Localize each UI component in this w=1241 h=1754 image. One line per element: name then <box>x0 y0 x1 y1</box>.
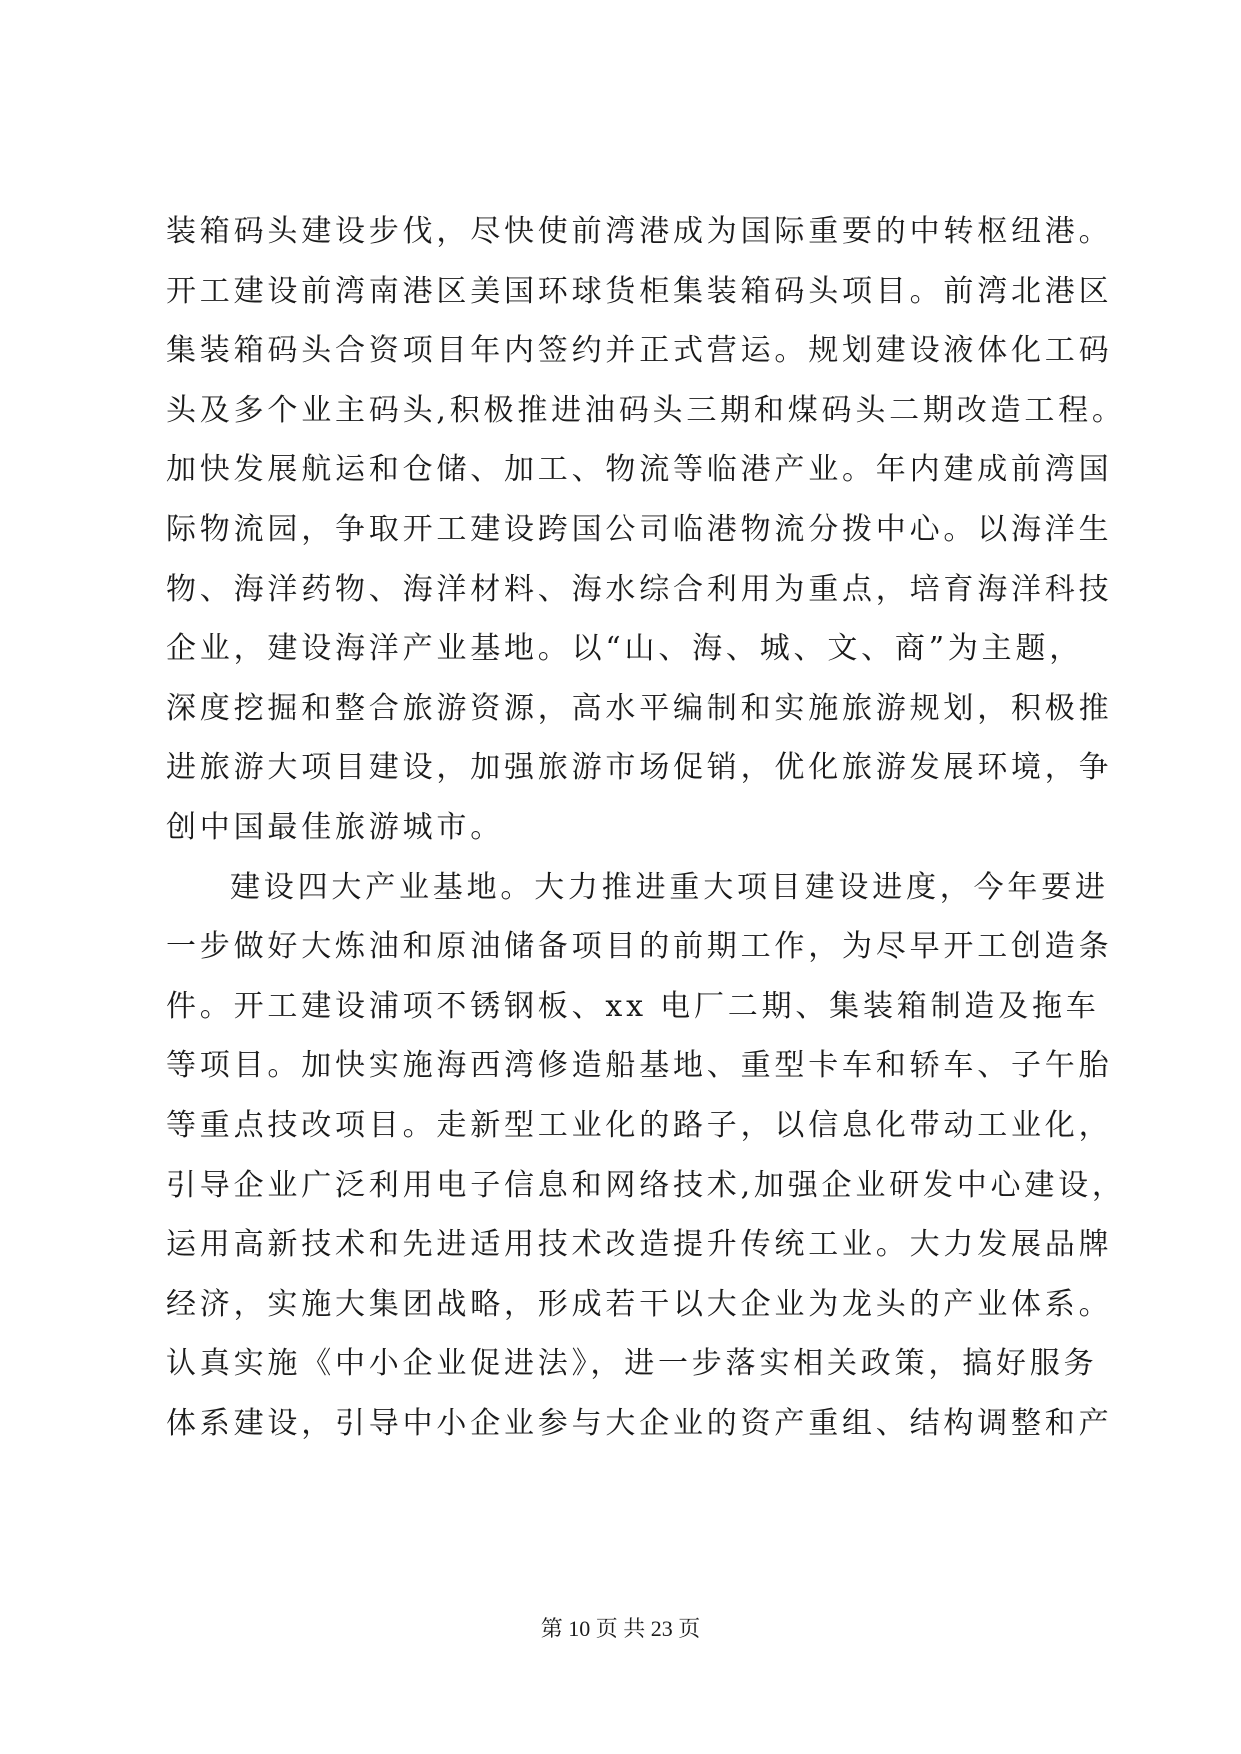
text-line: 创中国最佳旅游城市。 <box>166 809 504 845</box>
text-line: 进旅游大项目建设，加强旅游市场促销，优化旅游发展环境，争 <box>166 750 1113 786</box>
paragraph-start-line: 建设四大产业基地。大力推进重大项目建设进度，今年要进 <box>230 869 1109 905</box>
text-line: 认真实施《中小企业促进法》，进一步落实相关政策，搞好服务 <box>166 1346 1098 1382</box>
text-line: 头及多个业主码头,积极推进油码头三期和煤码头二期改造工程。 <box>166 392 1126 428</box>
text-line: 引导企业广泛利用电子信息和网络技术,加强企业研发中心建设， <box>166 1167 1126 1203</box>
text-line: 等项目。加快实施海西湾修造船基地、重型卡车和轿车、子午胎 <box>166 1048 1113 1084</box>
text-line: 经济，实施大集团战略，形成若干以大企业为龙头的产业体系。 <box>166 1286 1113 1322</box>
text-line: 等重点技改项目。走新型工业化的路子，以信息化带动工业化， <box>166 1107 1113 1143</box>
text-line: 深度挖掘和整合旅游资源，高水平编制和实施旅游规划，积极推 <box>166 690 1113 726</box>
text-line: 企业，建设海洋产业基地。以“山、海、城、文、商”为主题， <box>166 631 1084 667</box>
text-line: 物、海洋药物、海洋材料、海水综合利用为重点，培育海洋科技 <box>166 571 1113 607</box>
text-line: 装箱码头建设步伐，尽快使前湾港成为国际重要的中转枢纽港。 <box>166 214 1113 249</box>
text-line: 体系建设，引导中小企业参与大企业的资产重组、结构调整和产 <box>166 1405 1113 1441</box>
page-number-footer: 第 10 页 共 23 页 <box>540 1616 701 1641</box>
text-line: 际物流园，争取开工建设跨国公司临港物流分拨中心。以海洋生 <box>166 511 1113 547</box>
text-line: 一步做好大炼油和原油储备项目的前期工作，为尽早开工创造条 <box>166 929 1113 965</box>
document-body <box>166 202 1126 1453</box>
text-line: 件。开工建设浦项不锈钢板、xx 电厂二期、集装箱制造及拖车 <box>166 988 1100 1024</box>
text-line: 加快发展航运和仓储、加工、物流等临港产业。年内建成前湾国 <box>166 452 1113 488</box>
text-line: 集装箱码头合资项目年内签约并正式营运。规划建设液体化工码 <box>166 333 1113 369</box>
text-line: 开工建设前湾南港区美国环球货柜集装箱码头项目。前湾北港区 <box>166 273 1113 309</box>
text-line: 运用高新技术和先进适用技术改造提升传统工业。大力发展品牌 <box>166 1227 1113 1263</box>
